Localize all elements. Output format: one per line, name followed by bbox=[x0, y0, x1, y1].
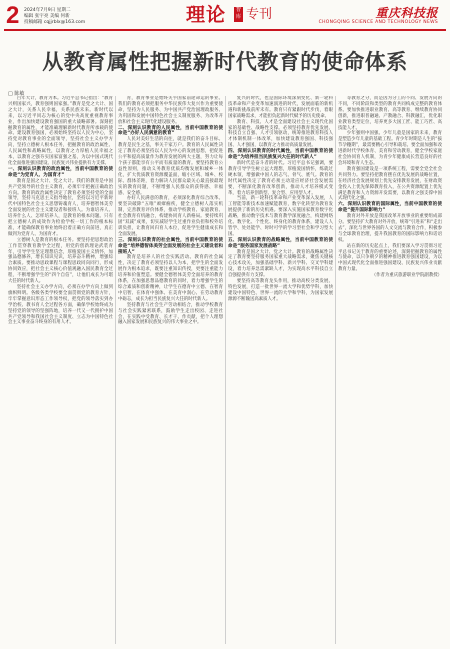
article-paragraph: 少年强则中国强。少年儿童是国家的未来，教育是塑造少年儿童的基础工程。青少年时期是人生的“拔节孕穗期”，最需要精心引导和栽培。要全面加强和改进新时代学校体育、美育和劳动教育，健全学校家庭社会协同育人机制，为青少年健康成长营造良好的社会环境和育人生态。 bbox=[338, 131, 442, 166]
article-headline: 从教育属性把握新时代教育的使命体系 bbox=[42, 49, 408, 74]
article-paragraph: 办好人民满意的教育，必须深化教育综合改革。要坚决破除“五唯”顽瘴痼疾，健全立德树人落实机制，完善教育评价体系，推动学校教育、家庭教育、社会教育有机融合，构建协同育人新格局。要持续巩固“双减”成果，切实减轻学生过重作业负担和校外培训负担，让教育回归育人本位，促进学生健康成长和全面发展。 bbox=[118, 196, 223, 237]
article-paragraph: 新时代是奋斗者的时代。习近平总书记强调，要教育引导学生树立远大理想，厚植爱国情怀，练就过硬本领，增强做中国人的志气、骨气、底气。教育的时代属性决定了教育必须主动适应经济社会发展需要，不断深化教育改革创新，推动人才培养模式变革，着力培养创新型、复合型、应用型人才。 bbox=[228, 160, 333, 196]
newspaper-logo-en: CHONGQING SCIENCE AND TECHNOLOGY NEWS bbox=[318, 20, 438, 25]
section-heading: 三、深刻认识教育的社会属性，当前中国教育的使命是“培养德智体美劳全面发展的社会主义建设者和接班人” bbox=[118, 237, 223, 255]
article-paragraph: 教育是培养人的社会实践活动。教育的社会属性，决定了教育必须坚持以人为本，把学生的全面发展作为根本追求，既要注重知识传授，更要注重能力培养和价值塑造。要健全德智体美劳全面培养的教育体系，在加强思想品德教育的同时，着力增强学生的综合素质和创新精神，让学生在德育中立德、在智育中启智、在体育中强体、在美育中润心、在劳动教育中砺志，成长为担当民族复兴大任的时代新人。 bbox=[118, 255, 223, 302]
article-paragraph: 立德树人是教育的根本任务。要坚持把思想政治工作贯穿教育教学全过程，用党的创新理论武装青年，引导学生坚定理想信念，厚植爱国主义情怀，加强品德修养，增长知识见识，培养奋斗精神，增强综合素质。要推动思政课程与课程思政同向同行，形成协同效应，把社会主义核心价值观融入国民教育全过程，不断增强学生的“四个自信”，让他们成长为可堪大任的时代新人。 bbox=[8, 237, 113, 285]
article-column-3 bbox=[228, 96, 333, 644]
article-column-4 bbox=[338, 96, 442, 644]
section-subtitle: 专刊 bbox=[246, 7, 273, 22]
section-heading: 五、深刻认识教育的战略属性，当前中国教育的使命是“服务国家发展战略” bbox=[228, 237, 333, 249]
issue-date: 2024年7月9日 星期二 bbox=[24, 8, 71, 13]
email-line: 投稿邮箱 cqjjrblx@163.com bbox=[24, 20, 86, 26]
article-paragraph: 教育是国之大计、党之大计。教育的战略属性决定了教育要坚持服务国家重大战略需求，聚焦关键核心技术攻关，加强基础学科、新兴学科、交叉学科建设，着力培养急需紧缺人才，为实现高水平科技自立自强提供有力支撑。 bbox=[228, 249, 333, 279]
article-paragraph: 教育、科技、人才是全面建设社会主义现代化国家的基础性、战略性支撑。必须坚持教育优先发展、科技自立自强、人才引领驱动，统筹推进教育科技人才体制机制一体改革，加快建设教育强国、科技强国、人才强国，以教育之力推动高质量发展。 bbox=[228, 119, 333, 149]
article-paragraph: 教育对外开放是我国改革开放事业的重要组成部分。要坚持扩大教育对外开放，统筹“引进来”和“走出去”，深化与世界各国的人文交流与教育合作，积极参与全球教育治理，提升我国教育的国际影响力和话语权。 bbox=[338, 214, 442, 243]
article-paragraph: 要坚持高等教育龙头作用，推动高校分类发展、特色发展，打造一批世界一流大学和优势学科，加快建设中国特色、世界一流的大学和学科，为国家发展源源不断输送高素质人才。 bbox=[228, 279, 333, 302]
article-column-1 bbox=[8, 96, 113, 644]
column-divider bbox=[225, 96, 226, 644]
section-heading: 一、深刻认识教育的政治属性，当前中国教育的使命是“为党育人、为国育才” bbox=[8, 166, 113, 178]
header-rule bbox=[4, 29, 446, 31]
article-paragraph: 复兴的时代，也是国际环境深刻变化、新一轮科技革命和产业变革加速演进的时代，发展面临的新机遇和新挑战前所未有。教育只有紧跟时代步伐，着眼国家战略需求，才能担负起新时代赋予的历史使命。 bbox=[228, 96, 333, 119]
article-paragraph: 教育是国之大计、党之大计。我们的教育是中国共产党领导的社会主义教育，必须牢牢把握正确政治方向。教育的政治属性决定了教育必须坚持党的全面领导，坚持马克思主义指导地位，坚持以习近平新时代中国特色社会主义思想铸魂育人，培养德智体美劳全面发展的社会主义建设者和接班人。为谁培养人、培养什么人、怎样培养人，是教育的根本问题。只有把立德树人的成效作为检验学校一切工作的根本标准，才能确保教育事业始终沿着正确方向前进，真正做到为党育人、为国育才。 bbox=[8, 178, 113, 237]
newspaper-logo: 重庆科技报 bbox=[375, 6, 438, 20]
section-tag: 智库 bbox=[235, 7, 241, 20]
article-paragraph: 当前，新一轮科技革命和产业变革深入发展，人工智能等新技术加速赋能教育，数字化转型为教育发展提供了新的历史机遇。要深入实施国家教育数字化战略，推动数字技术与教育教学深度融合，构建网络化、数字化、个性化、终身化的教育体系，建设人人皆学、处处能学、时时可学的学习型社会和学习型大国。 bbox=[228, 196, 333, 237]
article-paragraph: 等教育之分，而是因为分工的不同、发展方向的不同，不同阶段和类型的教育共同构成完整的教育体系。要加快推进职业教育、高等教育、继续教育协同创新，推进职普融通、产教融合、科教融汇，优化职业教育类型定位，培养更多大国工匠、能工巧匠、高技能人才。 bbox=[338, 96, 442, 131]
column-divider bbox=[115, 96, 116, 644]
page-number: 2 bbox=[6, 2, 20, 29]
article-paragraph: 育，教育事业是始终关乎国家前途命运的事业。我们的教育必须把服务中华民族伟大复兴作为重要使命，坚持为人民服务、为中国共产党治国理政服务、为巩固和发展中国特色社会主义制度服务、为改革开放和社会主义现代化建设服务。 bbox=[118, 96, 223, 125]
article-paragraph: 坚持教育与社会生产劳动相结合，推动学校教育与社会实践紧密联系，鼓励学生走出校园、走进社会，在实践中受教育、长才干、作贡献，把个人理想融入国家发展和民族复兴的伟大事业之中。 bbox=[118, 302, 223, 326]
section-heading: 六、深刻认识教育的国际属性，当前中国教育的使命是“提升国际影响力” bbox=[338, 202, 442, 214]
article-paragraph: 坚持社会主义办学方向，必须在办学方向上做到旗帜鲜明。各级各类学校要全面贯彻党的教育方针，牢牢掌握意识形态工作领导权，把党的领导落实到办学治校、教书育人全过程各方面，确保学校始终成为坚持党的领导的坚强阵地，培养一代又一代拥护中国共产党领导和我国社会主义制度、立志为中国特色社会主义事业奋斗终身的有用人才。 bbox=[8, 285, 113, 326]
article-paragraph: 人民对美好生活的向往，就是我们的奋斗目标。教育是民生之基，事关千家万户。教育的人民属性决定了教育必须坚持以人民为中心的发展思想，把促进公平和提高质量作为教育发展的两大主题，努力让每个孩子都能享有公平而有质量的教育。要坚持教育公益性原则，推动义务教育优质均衡发展和城乡一体化，扩大优质教育资源覆盖面，缩小区域、城乡、校际、群体差距，着力解决人民群众最关心最直接最现实的教育问题，不断增强人民群众的获得感、幸福感、安全感。 bbox=[118, 137, 223, 196]
section-title: 理论 bbox=[186, 4, 227, 26]
article-byline: □ 陈敏 bbox=[8, 91, 25, 97]
section-heading: 四、深刻认识教育的时代属性，当前中国教育的使命是“为培养担当民族复兴大任的时代新人” bbox=[228, 149, 333, 161]
issue-meta bbox=[24, 8, 85, 27]
section-heading: 二、深刻认识教育的人民属性，当前中国教育的使命是“办好人民满意的教育” bbox=[118, 125, 223, 137]
column-divider bbox=[335, 96, 336, 644]
page-header bbox=[0, 0, 450, 38]
article-paragraph: 站在新的历史起点上，我们要深入学习贯彻习近平总书记关于教育的重要论述，深刻把握教育的属性与使命，以只争朝夕的精神推进教育强国建设，为以中国式现代化全面推进强国建设、民族复兴伟业贡献教育力量。 bbox=[338, 243, 442, 273]
author-note: （作者为重庆旅游职业学院副教授） bbox=[371, 273, 442, 279]
article-paragraph: 教育强国建设是一项系统工程，需要全党全社会共同努力。要坚持把教育摆在优先发展的战略位置，在经济社会发展规划上优先安排教育发展，在财政资金投入上优先保障教育投入，在公共资源配置上优先满足教育和人力资源开发需要，以教育之强支撑中国式现代化之强。 bbox=[338, 166, 442, 202]
article-paragraph: 百年大计，教育为本。习近平总书记指出：“教育兴则国家兴，教育强则国家强。”教育是党之大计、国之大计，关系人民幸福，关系民族未来。新时代以来，以习近平同志为核心的党中央高度重视教育事业，作出加快建设教育强国的重大战略部署。深刻把握教育的属性，才能准确理解新时代教育所承载的使命。建设教育强国，必须始终坚持以人民为中心，坚持党对教育事业的全面领导，坚持社会主义办学方向，坚持立德树人根本任务，把握教育的政治属性、人民属性和战略属性，以教育之力厚植人民幸福之本，以教育之强夯实国家富强之基，为以中国式现代化全面推进强国建设、民族复兴伟业提供有力支撑。 bbox=[8, 96, 113, 166]
editor-line: 编辑 张宇亮 美编 何新 bbox=[24, 14, 70, 20]
article-column-2 bbox=[118, 96, 223, 644]
